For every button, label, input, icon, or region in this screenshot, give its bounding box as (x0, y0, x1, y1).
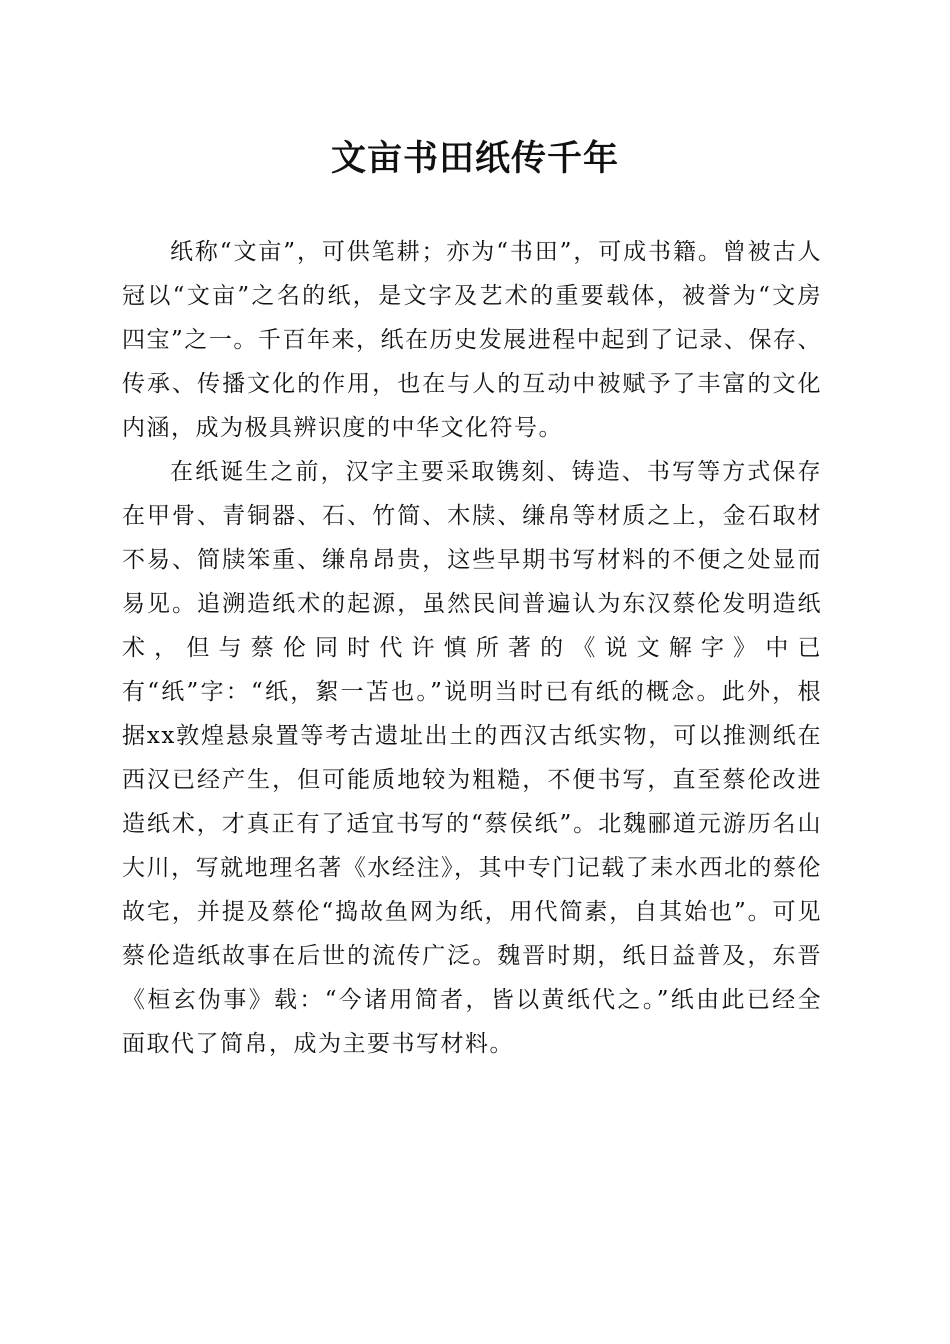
document-body (122, 230, 822, 1066)
paragraph-1: 纸称“文亩”，可供笔耕；亦为“书田”，可成书籍。曾被古人冠以“文亩”之名的纸，是文字及艺术的重要载体，被誉为“文房四宝”之一。千百年来，纸在历史发展进程中起到了记录、保存、传承、传播文化的作用，也在与人的互动中被赋予了丰富的文化内涵，成为极具辨识度的中华文化符号。 (122, 239, 822, 441)
paragraph-2: 在纸诞生之前，汉字主要采取镌刻、铸造、书写等方式保存在甲骨、青铜器、石、竹简、木牍、缣帛等材质之上，金石取材不易、简牍笨重、缣帛昂贵，这些早期书写材料的不便之处显而易见。追溯造纸术的起源，虽然民间普遍认为东汉蔡伦发明造纸术，但与蔡伦同时代许慎所著的《说文解字》中已有“纸”字：“纸，絮一苫也。”说明当时已有纸的概念。此外，根据xx敦煌悬泉置等考古遗址出土的西汉古纸实物，可以推测纸在西汉已经产生，但可能质地较为粗糙，不便书写，直至蔡伦改进造纸术，才真正有了适宜书写的“蔡侯纸”。北魏郦道元游历名山大川，写就地理名著《水经注》，其中专门记载了耒水西北的蔡伦故宅，并提及蔡伦“捣故鱼网为纸，用代简素，自其始也”。可见蔡伦造纸故事在后世的流传广泛。魏晋时期，纸日益普及，东晋《桓玄伪事》载：“今诸用简者，皆以黄纸代之。”纸由此已经全面取代了简帛，成为主要书写材料。 (122, 459, 822, 1057)
document-title: 文亩书田纸传千年 (330, 138, 619, 179)
